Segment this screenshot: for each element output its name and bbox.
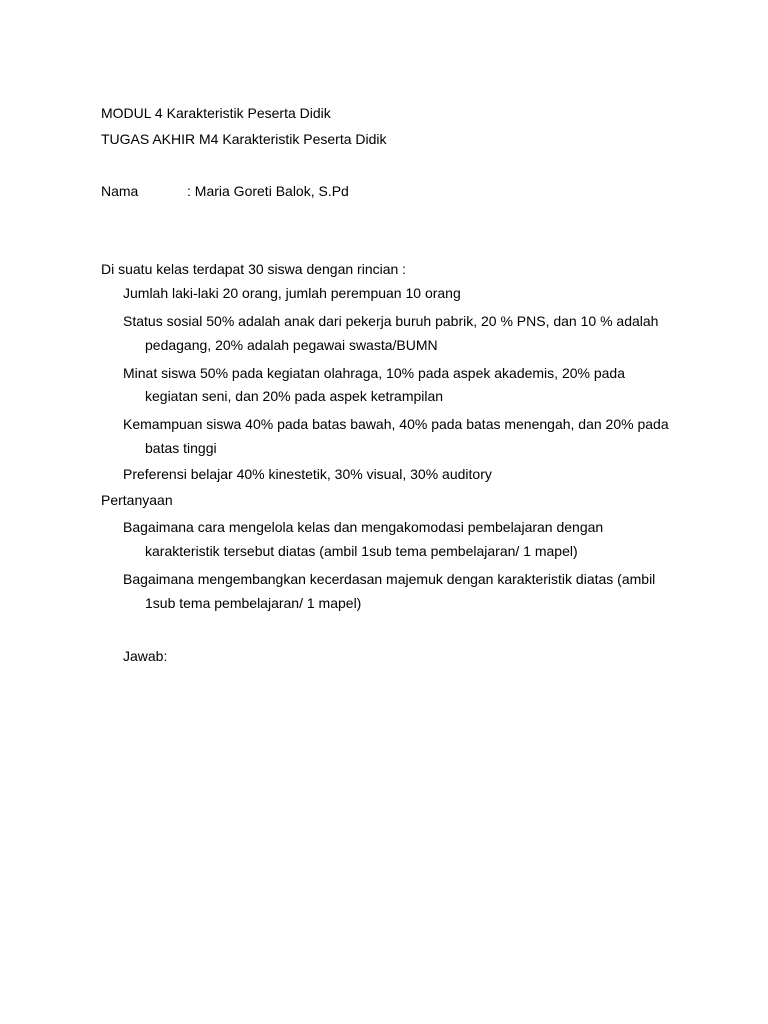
question-line: Bagaimana mengembangkan kecerdasan majemuk dengan karakteristik diatas (ambil: [123, 571, 656, 587]
detail-line: Jumlah laki-laki 20 orang, jumlah perempuan 10 orang: [123, 285, 461, 301]
intro-text: Di suatu kelas terdapat 30 siswa dengan rincian :: [101, 261, 407, 277]
detail-line-continued: kegiatan seni, dan 20% pada aspek ketrampilan: [145, 388, 444, 404]
question-line-continued: 1sub tema pembelajaran/ 1 mapel): [145, 595, 362, 611]
detail-line-continued: pedagang, 20% adalah pegawai swasta/BUMN: [145, 337, 438, 353]
answer-label: Jawab:: [123, 648, 168, 664]
module-title: MODUL 4 Karakteristik Peserta Didik: [101, 105, 331, 121]
question-line-continued: karakteristik tersebut diatas (ambil 1sub tema pembelajaran/ 1 mapel): [145, 543, 578, 559]
detail-line: Preferensi belajar 40% kinestetik, 30% visual, 30% auditory: [123, 466, 492, 482]
task-title: TUGAS AKHIR M4 Karakteristik Peserta Didik: [101, 131, 387, 147]
detail-line-continued: batas tinggi: [145, 440, 217, 456]
question-line: Bagaimana cara mengelola kelas dan mengakomodasi pembelajaran dengan: [123, 519, 604, 535]
detail-line: Minat siswa 50% pada kegiatan olahraga, 10% pada aspek akademis, 20% pada: [123, 365, 625, 381]
detail-line: Status sosial 50% adalah anak dari pekerja buruh pabrik, 20 % PNS, dan 10 % adalah: [123, 313, 659, 329]
detail-line: Kemampuan siswa 40% pada batas bawah, 40% pada batas menengah, dan 20% pada: [123, 416, 669, 432]
name-value: : Maria Goreti Balok, S.Pd: [187, 183, 349, 199]
name-label: Nama: [101, 183, 139, 199]
questions-heading: Pertanyaan: [101, 492, 173, 508]
